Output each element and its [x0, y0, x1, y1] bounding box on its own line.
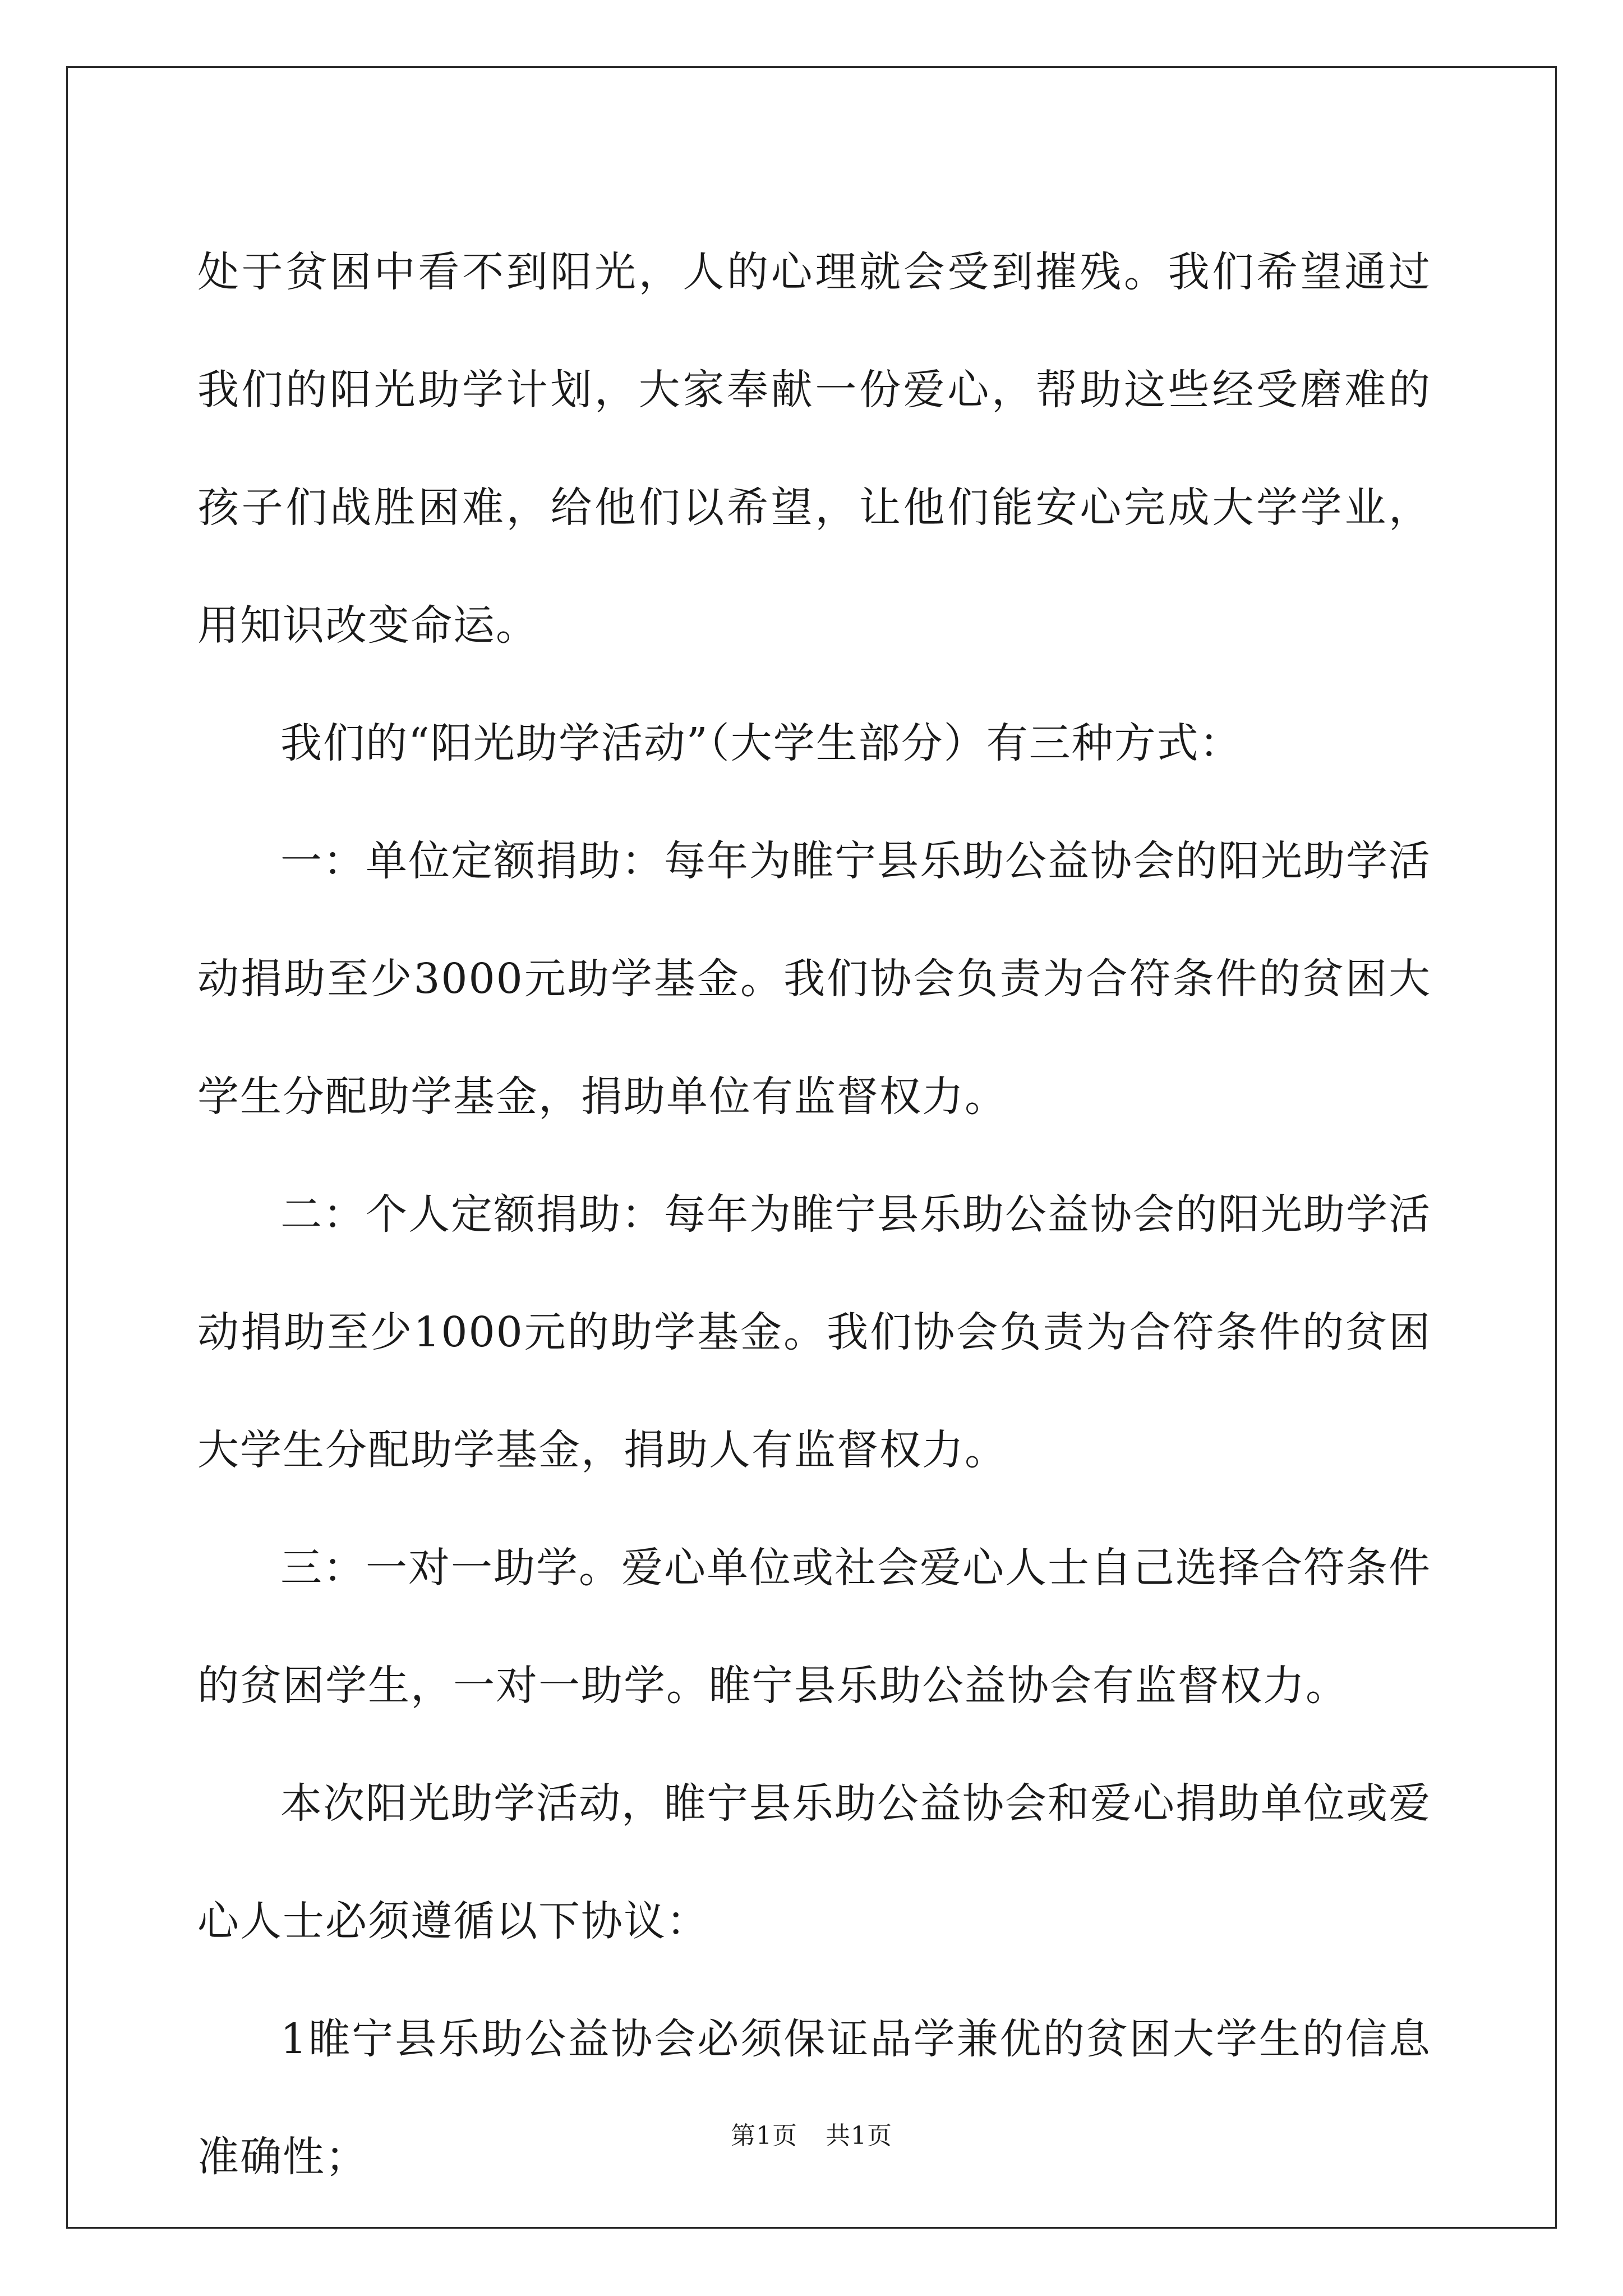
document-body — [197, 213, 1431, 2216]
page-footer — [0, 2119, 1623, 2153]
paragraph-methods-heading: 我们的“阳光助学活动”（大学生部分）有三种方式： — [280, 719, 1242, 767]
paragraph-method-one: 一：单位定额捐助：每年为睢宁县乐助公益协会的阳光助学活动捐助至少3000元助学基金。我们协会负责为合符条件的贫困大学生分配助学基金，捐助单位有监督权力。 — [197, 837, 1431, 1121]
page-total: 共1页 — [826, 2122, 892, 2150]
paragraph-agreement-intro: 本次阳光助学活动，睢宁县乐助公益协会和爱心捐助单位或爱心人士必须遵循以下协议： — [197, 1779, 1431, 1945]
paragraph-method-two: 二：个人定额捐助：每年为睢宁县乐助公益协会的阳光助学活动捐助至少1000元的助学基金。我们协会负责为合符条件的贫困大学生分配助学基金，捐助人有监督权力。 — [197, 1190, 1431, 1474]
page-number: 第1页 — [731, 2122, 797, 2150]
paragraph-intro: 处于贫困中看不到阳光，人的心理就会受到摧残。我们希望通过我们的阳光助学计划，大家奉献一份爱心，帮助这些经受磨难的孩子们战胜困难，给他们以希望，让他们能安心完成大学学业，用知识改变命运。 — [197, 248, 1431, 650]
paragraph-agreement-item-1: 1睢宁县乐助公益协会必须保证品学兼优的贫困大学生的信息准确性； — [197, 2015, 1431, 2181]
paragraph-method-three: 三：一对一助学。爱心单位或社会爱心人士自己选择合符条件的贫困学生，一对一助学。睢宁县乐助公益协会有监督权力。 — [197, 1544, 1431, 1710]
